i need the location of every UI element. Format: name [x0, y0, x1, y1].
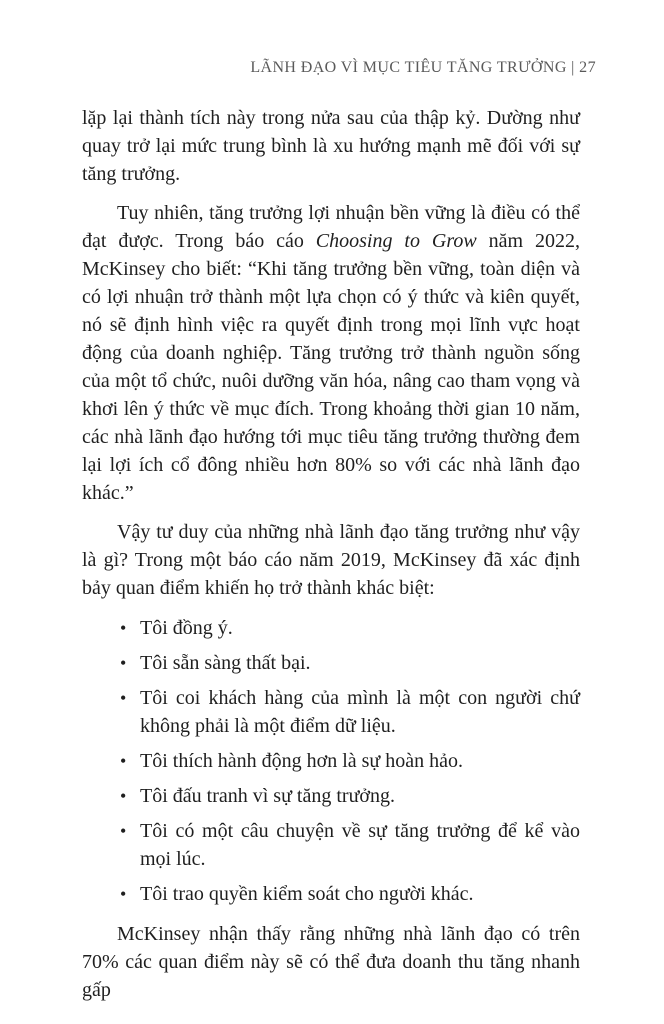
list-item — [82, 747, 580, 775]
list-item — [82, 614, 580, 642]
mindset-bullet-list — [82, 614, 580, 908]
list-item — [82, 782, 580, 810]
running-header: LÃNH ĐẠO VÌ MỤC TIÊU TĂNG TRƯỞNG | 27 — [250, 59, 596, 76]
bullet-icon: • — [120, 751, 127, 771]
list-item — [82, 880, 580, 908]
bullet-icon: • — [120, 786, 127, 806]
paragraph-continuation: lặp lại thành tích này trong nửa sau của thập kỷ. Dường như quay trở lại mức trung bình là xu hướng mạnh mẽ đối với sự tăng trưởng. — [82, 107, 580, 185]
bullet-icon: • — [120, 821, 127, 841]
list-item-text: Tôi sẵn sàng thất bại. — [140, 652, 311, 674]
paragraph-mckinsey-finding: McKinsey nhận thấy rằng những nhà lãnh đạo có trên 70% các quan điểm này sẽ có thể đưa doanh thu tăng nhanh gấp — [82, 923, 580, 1001]
list-item — [82, 817, 580, 873]
list-item-text: Tôi đồng ý. — [140, 617, 233, 639]
paragraph-text: Tuy nhiên, tăng trưởng lợi nhuận bền vững là điều có thể đạt được. Trong báo cáo — [82, 202, 580, 252]
list-item-text: Tôi thích hành động hơn là sự hoàn hảo. — [140, 750, 464, 772]
bullet-icon: • — [120, 618, 127, 638]
bullet-icon: • — [120, 688, 127, 708]
list-item-text: Tôi coi khách hàng của mình là một con người chứ không phải là một điểm dữ liệu. — [140, 687, 580, 737]
list-item — [82, 649, 580, 677]
list-item-text: Tôi trao quyền kiểm soát cho người khác. — [140, 883, 474, 905]
list-item-text: Tôi có một câu chuyện về sự tăng trưởng để kể vào mọi lúc. — [140, 820, 580, 870]
bullet-icon: • — [120, 884, 127, 904]
report-title-italic: Choosing to Grow — [315, 230, 477, 252]
paragraph-seven-mindsets-intro: Vậy tư duy của những nhà lãnh đạo tăng trưởng như vậy là gì? Trong một báo cáo năm 2019, McKinsey đã xác định bảy quan điểm khiến họ trở thành khác biệt: — [82, 521, 580, 599]
page-body — [82, 104, 580, 1004]
paragraph-choosing-to-grow — [82, 199, 580, 507]
paragraph-text: năm 2022, McKinsey cho biết: “Khi tăng trưởng bền vững, toàn diện và có lợi nhuận trở thành một lựa chọn có ý thức và kiên quyết, nó sẽ định hình việc ra quyết định trong mọi lĩnh vực hoạt động của doanh nghiệp. Tăng trưởng trở thành nguồn sống của một tổ chức, nuôi dưỡng văn hóa, nâng cao tham vọng và khơi lên ý thức về mục đích. Trong khoảng thời gian 10 năm, các nhà lãnh đạo hướng tới mục tiêu tăng trưởng thường đem lại lợi ích cổ đông nhiều hơn 80% so với các nhà lãnh đạo khác.” — [82, 230, 581, 504]
list-item — [82, 684, 580, 740]
bullet-icon: • — [120, 653, 127, 673]
list-item-text: Tôi đấu tranh vì sự tăng trưởng. — [140, 785, 395, 807]
